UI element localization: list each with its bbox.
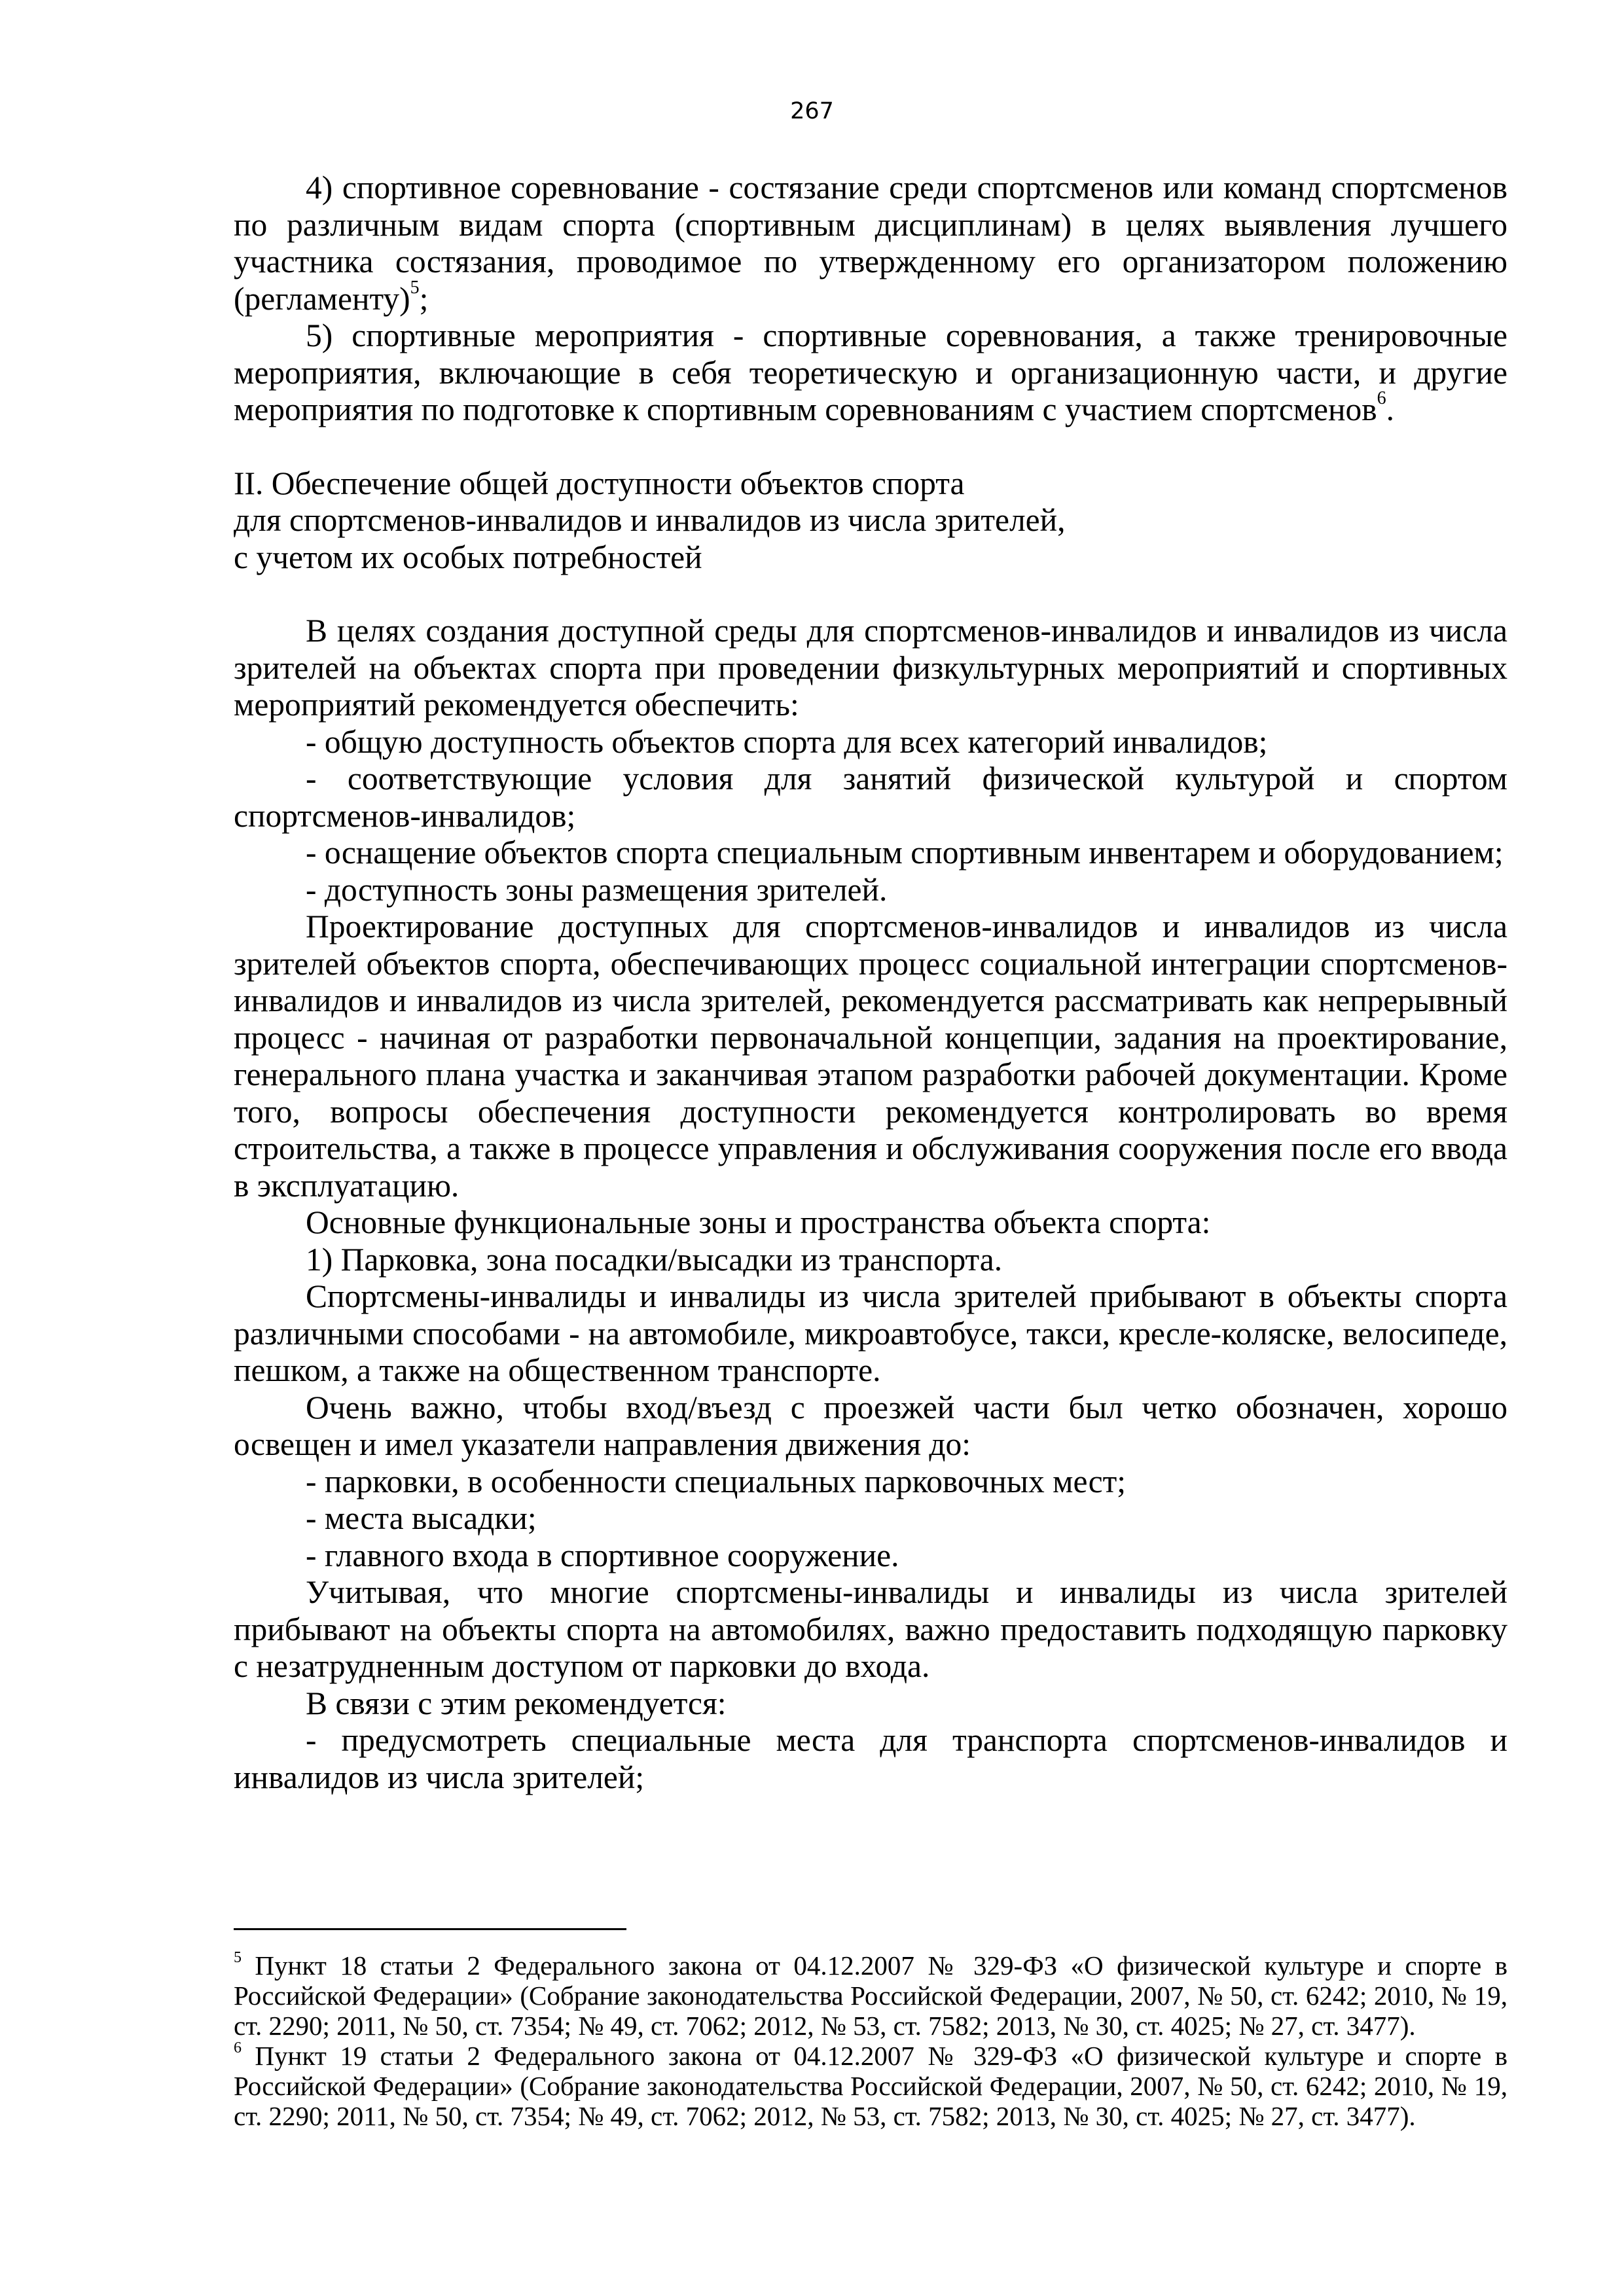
heading-line: II. Обеспечение общей доступности объектов спорта — [234, 465, 965, 501]
list-item: - доступность зоны размещения зрителей. — [306, 871, 888, 908]
footnote-ref-6[interactable]: 6 — [1377, 387, 1386, 408]
paragraph: Основные функциональные зоны и пространства объекта спорта: — [306, 1204, 1211, 1240]
page-number: 267 — [790, 98, 834, 124]
footnote-text: Пункт 19 статьи 2 Федерального закона от 04.12.2007 № 329-ФЗ «О физической культуре и спорте в Российской Федерации» (Собрание законодательства Российской Федерации, 2007, № 50, ст. 6242; 2010, № 19, ст. 2290; 2011, № 50, ст. 7354; № 49, ст. 7062; 2012, № 53, ст. 7582; 2013, № 30, ст. 4025; № 27, ст. 3477). — [234, 2041, 1507, 2131]
definition-paragraph-4 — [234, 170, 1507, 317]
section-heading — [234, 465, 1507, 577]
list-item: - предусмотреть специальные места для транспорта спортсменов-инвалидов и инвалидов из числа зрителей; — [234, 1722, 1507, 1795]
list-item: - общую доступность объектов спорта для всех категорий инвалидов; — [306, 723, 1268, 760]
paragraph-text: 5) спортивные мероприятия - спортивные соревнования, а также тренировочные мероприятия, включающие в себя теоретическую и организационную части, и другие мероприятия по подготовке к спортивным соревнованиям с участием спортсменов — [234, 317, 1507, 427]
heading-line: с учетом их особых потребностей — [234, 539, 702, 575]
paragraph: Спортсмены-инвалиды и инвалиды из числа зрителей прибывают в объекты спорта различными способами - на автомобиле, микроавтобусе, такси, кресле-коляске, велосипеде, пешком, а также на общественном транспорте. — [234, 1278, 1507, 1388]
footnote-6 — [234, 2041, 1507, 2131]
list-item: - парковки, в особенности специальных парковочных мест; — [306, 1463, 1127, 1499]
list-item: 1) Парковка, зона посадки/высадки из транспорта. — [306, 1241, 1003, 1278]
footnote-ref-5[interactable]: 5 — [410, 277, 420, 298]
paragraph-end: . — [1386, 391, 1394, 427]
footnote-5 — [234, 1950, 1507, 2041]
paragraph: Очень важно, чтобы вход/въезд с проезжей части был четко обозначен, хорошо освещен и имел указатели направления движения до: — [234, 1389, 1507, 1462]
list-item: - места высадки; — [306, 1500, 537, 1536]
paragraph: Учитывая, что многие спортсмены-инвалиды и инвалиды из числа зрителей прибывают на объекты спорта на автомобилях, важно предоставить подходящую парковку с незатрудненным доступом от парковки до входа. — [234, 1574, 1507, 1684]
footnote-separator — [234, 1928, 626, 1930]
heading-line: для спортсменов-инвалидов и инвалидов из числа зрителей, — [234, 502, 1066, 538]
paragraph-text: 4) спортивное соревнование - состязание среди спортсменов или команд спортсменов по различным видам спорта (спортивным дисциплинам) в целях выявления лучшего участника состязания, проводимое по утвержденному его организатором положению (регламенту) — [234, 170, 1507, 317]
footnote-text: Пункт 18 статьи 2 Федерального закона от 04.12.2007 № 329-ФЗ «О физической культуре и спорте в Российской Федерации» (Собрание законодательства Российской Федерации, 2007, № 50, ст. 6242; 2010, № 19, ст. 2290; 2011, № 50, ст. 7354; № 49, ст. 7062; 2012, № 53, ст. 7582; 2013, № 30, ст. 4025; № 27, ст. 3477). — [234, 1950, 1507, 2041]
definition-paragraph-5 — [234, 317, 1507, 429]
footnote-marker: 5 — [234, 1948, 242, 1966]
paragraph-end: ; — [419, 280, 429, 317]
footnote-marker: 6 — [234, 2039, 242, 2056]
footnotes — [234, 1950, 1507, 2131]
paragraph: В целях создания доступной среды для спортсменов-инвалидов и инвалидов из числа зрителей на объектах спорта при проведении физкультурных мероприятий и спортивных мероприятий рекомендуется обеспечить: — [234, 613, 1507, 723]
paragraph: В связи с этим рекомендуется: — [306, 1685, 727, 1721]
body-text — [234, 170, 1507, 1796]
list-item: - оснащение объектов спорта специальным спортивным инвентарем и оборудованием; — [306, 834, 1504, 870]
paragraph: Проектирование доступных для спортсменов-инвалидов и инвалидов из числа зрителей объектов спорта, обеспечивающих процесс социальной интеграции спортсменов-инвалидов и инвалидов из числа зрителей, рекомендуется рассматривать как непрерывный процесс - начиная от разработки первоначальной концепции, задания на проектирование, генерального плана участка и заканчивая этапом разработки рабочей документации. Кроме того, вопросы обеспечения доступности рекомендуется контролировать во время строительства, а также в процессе управления и обслуживания сооружения после его ввода в эксплуатацию. — [234, 908, 1507, 1204]
list-item: - главного входа в спортивное сооружение. — [306, 1537, 899, 1573]
list-item: - соответствующие условия для занятий физической культурой и спортом спортсменов-инвалидов; — [234, 761, 1507, 834]
